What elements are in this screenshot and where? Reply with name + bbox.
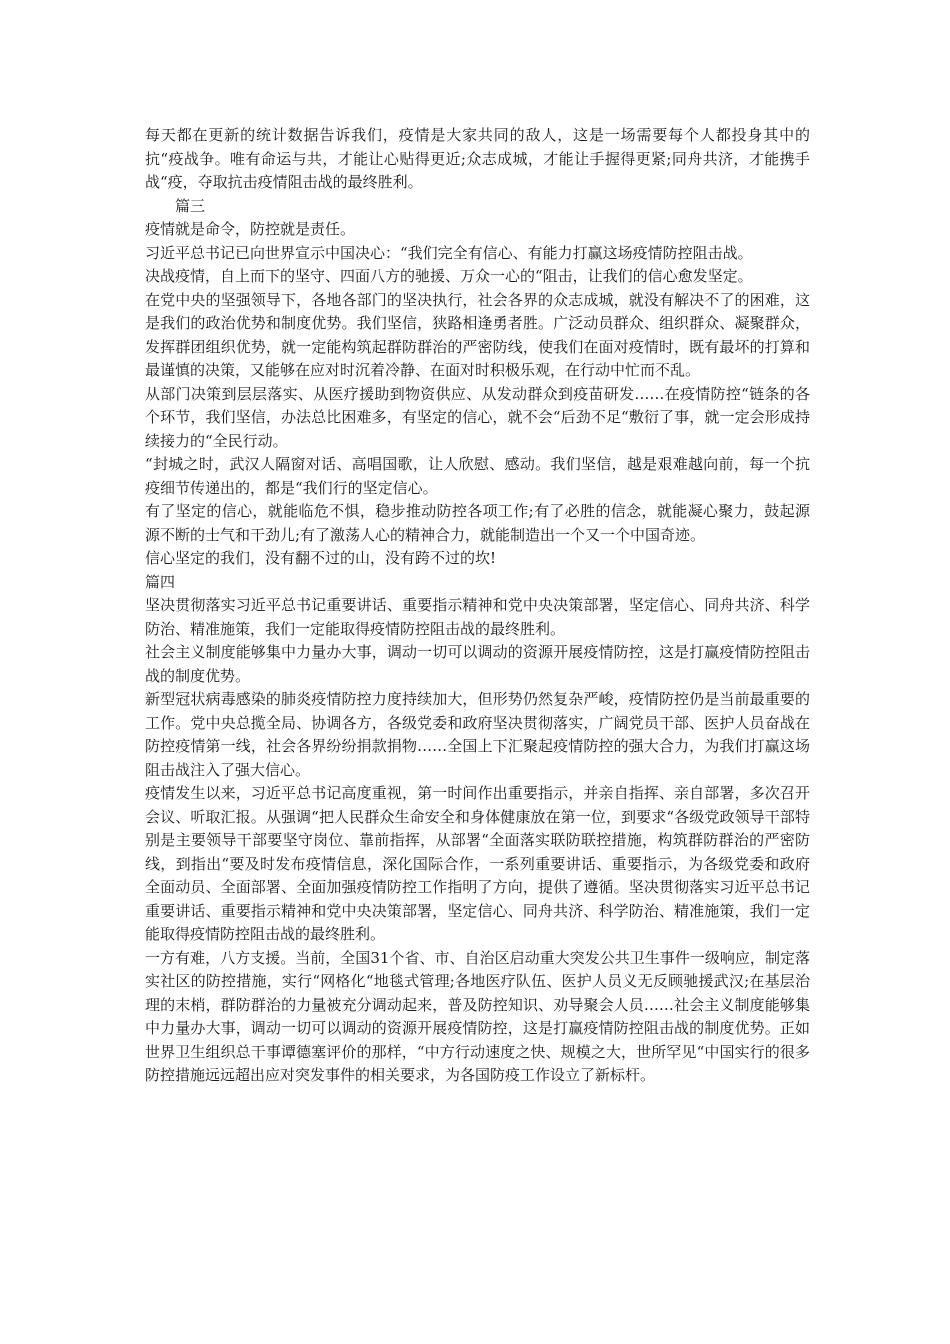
paragraph: 社会主义制度能够集中力量办大事，调动一切可以调动的资源开展疫情防控，这是打赢疫情防控阻击战的制度优势。 [145,643,810,685]
section-heading: 篇三 [175,196,206,215]
paragraph: 信心坚定的我们，没有翻不过的山，没有跨不过的坎! [145,549,497,567]
paragraph: 习近平总书记已向世界宣示中国决心：“我们完全有信心、有能力打赢这场疫情防控阻击战。 [145,243,753,262]
section-heading: 篇四 [145,572,176,591]
paragraph: 决战疫情，自上而下的坚守、四面八方的驰援、万众一心的“阻击，让我们的信心愈发坚定。 [145,267,753,285]
paragraph: 每天都在更新的统计数据告诉我们，疫情是大家共同的敌人，这是一场需要每个人都投身其中的抗“疫战争。唯有命运与共，才能让心贴得更近;众志成城，才能让手握得更紧;同舟共济，才能携手战“疫，夺取抗击疫情阻击战的最终胜利。 [145,126,810,191]
paragraph: 有了坚定的信心，就能临危不惧，稳步推动防控各项工作;有了必胜的信念，就能凝心聚力，鼓起源源不断的士气和干劲儿;有了激荡人心的精神合力，就能制造出一个又一个中国奇迹。 [145,502,810,544]
document-body [145,124,810,1088]
paragraph: 一方有难，八方支援。当前，全国31个省、市、自治区启动重大突发公共卫生事件一级响应，制定落实社区的防控措施，实行“网格化“地毯式管理;各地医疗队伍、医护人员义无反顾驰援武汉;在基层治理的末梢，群防群治的力量被充分调动起来，普及防控知识、劝导聚会人员……社会主义制度能够集中力量办大事，调动一切可以调动的资源开展疫情防控，这是打赢疫情防控阻击战的制度优势。正如世界卫生组织总干事谭德塞评价的那样，“中方行动速度之快、规模之大，世所罕见“中国实行的很多防控措施远远超出应对突发事件的相关要求，为各国防疫工作设立了新标杆。 [145,948,810,1084]
paragraph: 新型冠状病毒感染的肺炎疫情防控力度持续加大，但形势仍然复杂严峻，疫情防控仍是当前最重要的工作。党中央总揽全局、协调各方，各级党委和政府坚决贯彻落实，广阔党员干部、医护人员奋战在防控疫情第一线，社会各界纷纷捐款捐物……全国上下汇聚起疫情防控的强大合力，为我们打赢这场阻击战注入了强大信心。 [145,690,810,779]
paragraph: 疫情就是命令，防控就是责任。 [145,220,356,238]
paragraph: 在党中央的坚强领导下，各地各部门的坚决执行，社会各界的众志成城，就没有解决不了的困难，这是我们的政治优势和制度优势。我们坚信，狭路相逢勇者胜。广泛动员群众、组织群众、凝聚群众，发挥群团组织优势，就一定能构筑起群防群治的严密防线，使我们在面对疫情时，既有最坏的打算和最谨慎的决策，又能够在应对时沉着冷静、在面对时积极乐观，在行动中忙而不乱。 [145,290,810,379]
paragraph: 从部门决策到层层落实、从医疗援助到物资供应、从发动群众到疫苗研发……在疫情防控“链条的各个环节，我们坚信，办法总比困难多，有坚定的信心，就不会“后劲不足“敷衍了事，就一定会形成持续接力的“全民行动。 [145,384,810,450]
paragraph: “封城之时，武汉人隔窗对话、高唱国歌，让人欣慰、感动。我们坚信，越是艰难越向前，每一个抗疫细节传递出的，都是“我们行的坚定信心。 [145,455,810,497]
paragraph: 疫情发生以来，习近平总书记高度重视，第一时间作出重要指示，并亲自指挥、亲自部署，多次召开会议、听取汇报。从强调“把人民群众生命安全和身体健康放在第一位，到要求“各级党政领导干部特别是主要领导干部要坚守岗位、靠前指挥，从部署“全面落实联防联控措施，构筑群防群治的严密防线，到指出“要及时发布疫情信息，深化国际合作，一系列重要讲话、重要指示，为各级党委和政府全面动员、全面部署、全面加强疫情防控工作指明了方向，提供了遵循。坚决贯彻落实习近平总书记重要讲话、重要指示精神和党中央决策部署，坚定信心、同舟共济、科学防治、精准施策，我们一定能取得疫情防控阻击战的最终胜利。 [145,784,810,943]
paragraph: 坚决贯彻落实习近平总书记重要讲话、重要指示精神和党中央决策部署，坚定信心、同舟共济、科学防治、精准施策，我们一定能取得疫情防控阻击战的最终胜利。 [145,596,810,638]
